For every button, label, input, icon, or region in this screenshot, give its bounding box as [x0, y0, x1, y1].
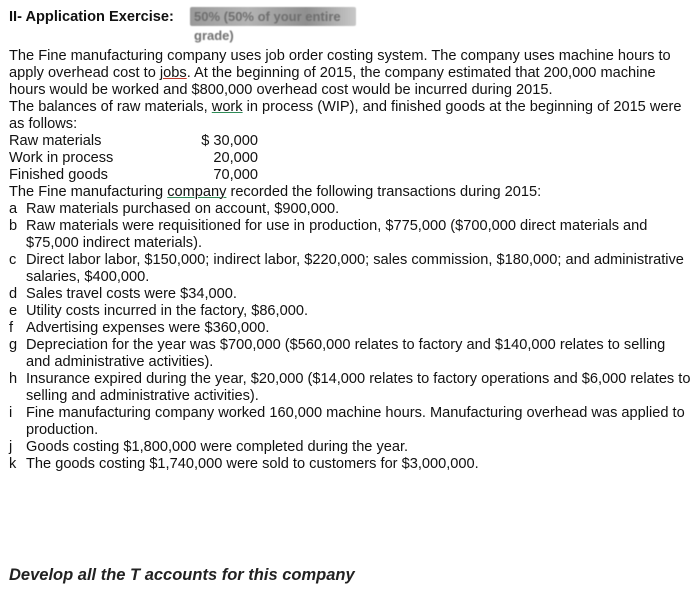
transactions-intro-start: The Fine manufacturing [9, 184, 168, 200]
intro-text-start: The Fine manufacturing company uses job order costing system. The company uses machine hours to apply overhead cost to [9, 48, 671, 81]
grade-note-redacted: 50% (50% of your entire grade) [190, 7, 356, 26]
intro-paragraph [9, 48, 693, 99]
title-row [9, 9, 693, 43]
item-letter: a [9, 201, 18, 217]
exercise-title: II- Application Exercise: [9, 9, 174, 25]
balance-label: Raw materials [9, 133, 102, 149]
item-letter: j [9, 439, 13, 455]
item-letter: b [9, 218, 18, 234]
list-item [9, 218, 693, 252]
intro-text-end: . At the beginning of 2015, the company estimated that 200,000 machine hours would be worked and $800,000 overhead cost would be incurred during 2015. [9, 65, 656, 98]
list-item [9, 320, 693, 337]
item-letter: g [9, 337, 18, 353]
company-grammarcheck-word: company [167, 184, 227, 200]
balance-value: $ 30,000 [201, 133, 258, 149]
item-text: Raw materials purchased on account, $900,000. [26, 201, 340, 217]
list-item [9, 337, 693, 371]
list-item [9, 286, 693, 303]
list-item [9, 439, 693, 456]
task-instruction: Develop all the T accounts for this company [9, 566, 355, 584]
item-letter: i [9, 405, 13, 421]
balances-intro-start: The balances of raw materials, [9, 99, 212, 115]
item-letter: d [9, 286, 18, 302]
list-item [9, 201, 693, 218]
item-letter: k [9, 456, 17, 472]
item-letter: e [9, 303, 18, 319]
item-letter: c [9, 252, 17, 268]
transactions-intro-end: recorded the following transactions during 2015: [226, 184, 542, 200]
balance-label: Finished goods [9, 167, 108, 183]
balances-intro-end: in process (WIP), and finished goods at the beginning of 2015 were as follows: [9, 99, 682, 132]
item-text: Goods costing $1,800,000 were completed during the year. [26, 439, 409, 455]
list-item [9, 371, 693, 405]
balance-label: Work in process [9, 150, 114, 166]
item-text: Sales travel costs were $34,000. [26, 286, 237, 302]
balance-row [9, 133, 693, 150]
item-text: Insurance expired during the year, $20,000 ($14,000 relates to factory operations and $6,000 relates to selling and administrative activities). [26, 371, 691, 404]
item-letter: h [9, 371, 18, 387]
balances-intro [9, 99, 693, 133]
balance-row [9, 150, 693, 167]
work-grammarcheck-word: work [211, 99, 243, 115]
document-page [9, 9, 693, 473]
beginning-balances [9, 133, 693, 184]
list-item [9, 252, 693, 286]
item-text: Utility costs incurred in the factory, $86,000. [26, 303, 309, 319]
transactions-list [9, 201, 693, 473]
item-text: Advertising expenses were $360,000. [26, 320, 270, 336]
list-item [9, 456, 693, 473]
item-text: Raw materials were requisitioned for use in production, $775,000 ($700,000 direct materials and $75,000 indirect materials). [26, 218, 648, 251]
item-text: Direct labor labor, $150,000; indirect labor, $220,000; sales commission, $180,000; and administrative salaries, $400,000. [26, 252, 684, 285]
item-letter: f [9, 320, 14, 336]
list-item [9, 303, 693, 320]
transactions-intro [9, 184, 693, 201]
balance-value: 70,000 [213, 167, 258, 183]
item-text: Fine manufacturing company worked 160,000 machine hours. Manufacturing overhead was applied to production. [26, 405, 685, 438]
spacer [9, 31, 693, 48]
list-item [9, 405, 693, 439]
balance-row [9, 167, 693, 184]
jobs-spellcheck-word: jobs [159, 65, 187, 81]
balance-value: 20,000 [213, 150, 258, 166]
item-text: The goods costing $1,740,000 were sold to customers for $3,000,000. [26, 456, 479, 472]
item-text: Depreciation for the year was $700,000 ($560,000 relates to factory and $140,000 relates to selling and administrative activities). [26, 337, 666, 370]
